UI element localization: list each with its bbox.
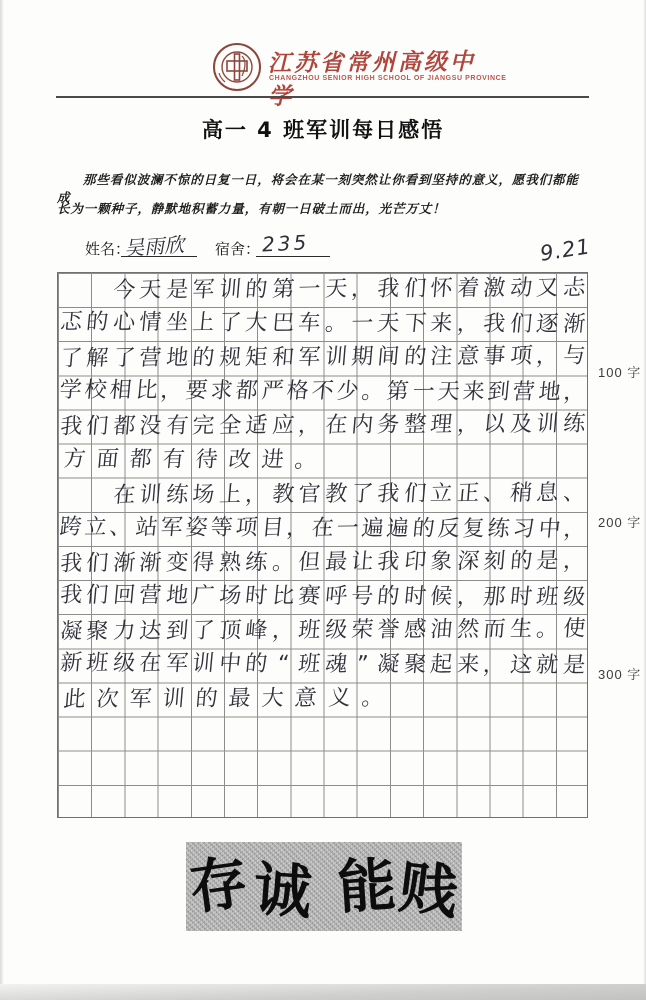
essay-character (422, 699, 455, 700)
essay-character: 上 (217, 481, 243, 508)
essay-character: 在 (138, 651, 163, 677)
essay-character: 进 (260, 447, 286, 473)
essay-character: 立 (83, 514, 108, 541)
essay-character: 都 (112, 414, 137, 440)
essay-character: 们 (403, 276, 428, 302)
essay-character: 下 (402, 311, 428, 337)
essay-character: 义 (327, 686, 352, 712)
essay-character: 练 (561, 411, 586, 438)
essay-character: 班 (297, 652, 322, 678)
essay-character: 比 (270, 583, 296, 610)
essay-character: 少 (335, 379, 360, 405)
essay-character: 心 (112, 310, 137, 336)
essay-character: ， (535, 343, 560, 370)
essay-character: 要 (184, 378, 209, 404)
essay-character: 荣 (350, 617, 375, 644)
essay-character: 凝 (59, 619, 84, 645)
essay-character: 象 (429, 549, 454, 575)
essay-character (84, 485, 112, 508)
essay-character: 第 (270, 277, 295, 303)
essay-character: 与 (561, 343, 586, 370)
essay-character: 站 (134, 514, 159, 541)
essay-character: 广 (191, 583, 216, 609)
essay-character: 注 (429, 344, 454, 370)
essay-character: 变 (165, 550, 190, 577)
essay-character: 渐 (112, 550, 137, 577)
essay-row (58, 374, 587, 410)
essay-character: 中 (537, 516, 562, 543)
essay-character: 地 (165, 345, 190, 372)
essay-character: 有 (161, 446, 186, 473)
essay-character: 跨 (58, 514, 83, 540)
essay-character: 地 (537, 380, 562, 406)
essay-character: 班 (297, 618, 322, 644)
essay-character: 。 (360, 685, 385, 712)
essay-character: 次 (95, 687, 120, 713)
essay-character: 逐 (535, 312, 560, 338)
essay-character: 了 (191, 618, 216, 645)
essay-character: 以 (482, 412, 507, 438)
essay-character: 遍 (385, 516, 411, 542)
header-divider (56, 96, 589, 98)
essay-character: 没 (138, 414, 163, 440)
essay-character: 都 (234, 378, 260, 405)
essay-character: ” (355, 652, 370, 678)
essay-character: 。 (293, 447, 319, 473)
essay-character: 内 (350, 413, 375, 439)
essay-character: 比 (134, 378, 159, 404)
essay-character: 们 (85, 550, 110, 577)
essay-character: 的 (244, 651, 269, 678)
essay-character: ， (270, 618, 295, 644)
essay-character: 誉 (376, 617, 401, 644)
essay-character: 目 (259, 515, 285, 541)
essay-character: 聚 (85, 619, 110, 645)
essay-character: 级 (323, 617, 348, 644)
essay-character: 了 (350, 481, 375, 507)
essay-character: 意 (456, 344, 481, 370)
dorm-handwritten-value: 235 (261, 230, 310, 257)
essay-character: 求 (209, 378, 234, 405)
essay-character: 习 (511, 516, 537, 542)
essay-character: 刻 (482, 548, 507, 575)
essay-character: 的 (191, 345, 216, 372)
scan-edge-bottom (0, 984, 646, 1000)
essay-character: 上 (191, 310, 216, 336)
essay-character: 在 (310, 515, 335, 542)
essay-character: 教 (270, 481, 295, 508)
essay-character: 聚 (402, 652, 428, 678)
essay-character (84, 280, 112, 303)
essay-character: 时 (402, 584, 428, 610)
essay-character: 了 (59, 346, 84, 372)
essay-character: 们 (85, 583, 110, 609)
essay-character: 级 (112, 651, 137, 677)
essay-character (57, 280, 85, 303)
essay-character: 时 (244, 583, 269, 609)
essay-character: 、 (482, 480, 507, 507)
essay-character: 练 (244, 550, 269, 576)
essay-character: 使 (561, 616, 586, 643)
essay-character: 场 (217, 583, 243, 609)
essay-character: 呼 (323, 584, 348, 610)
school-motto-calligraphy-stamp (186, 842, 462, 931)
essay-character: 的 (508, 548, 534, 575)
essay-character: 项 (508, 343, 534, 370)
essay-character: 得 (191, 550, 216, 576)
essay-character: 赛 (297, 583, 322, 610)
essay-character: 方 (62, 446, 87, 472)
essay-character: 事 (482, 344, 507, 370)
essay-character: 候 (429, 584, 454, 610)
essay-character: 练 (486, 516, 511, 542)
stamp-character: 诚 (251, 854, 315, 927)
essay-character: 训 (191, 651, 216, 677)
essay-character: 让 (350, 549, 375, 576)
essay-character: ， (482, 652, 507, 679)
essay-character: 到 (486, 380, 511, 406)
essay-character: 训 (217, 277, 243, 303)
essay-character: 着 (456, 276, 481, 302)
essay-character: 动 (508, 275, 534, 302)
essay-row (58, 340, 587, 377)
essay-character: 巴 (270, 310, 296, 337)
essay-character: ， (159, 378, 184, 404)
essay-character: 是 (561, 653, 587, 679)
essay-character: 军 (159, 515, 184, 541)
essay-character: 最 (227, 686, 252, 713)
essay-character (488, 698, 521, 699)
essay-character: 不 (310, 379, 335, 405)
essay-character: 、 (561, 480, 586, 506)
essay-row (58, 613, 587, 650)
essay-character: 应 (270, 413, 295, 439)
motto-line-1: 那些看似波澜不惊的日复一日，将会在某一刻突然让你看到坚持的意义，愿我们都能成 (57, 172, 579, 205)
essay-character: 印 (403, 549, 428, 575)
essay-row (58, 681, 587, 718)
essay-character: 魂 (323, 652, 348, 678)
essay-character: 就 (535, 653, 560, 679)
essay-row (58, 647, 587, 683)
essay-character: 第 (385, 379, 411, 405)
essay-character: 期 (350, 344, 375, 371)
essay-character: 是 (535, 548, 560, 575)
essay-character: 我 (376, 481, 401, 507)
essay-character: 及 (508, 412, 534, 438)
essay-character: 训 (535, 412, 560, 438)
essay-character: 营 (511, 380, 537, 406)
essay-character: 我 (59, 414, 84, 441)
essay-character: 学 (58, 378, 83, 404)
essay-character: 我 (59, 551, 84, 577)
essay-character: 在 (323, 413, 348, 439)
essay-character: 此 (62, 687, 87, 714)
essay-character: 级 (561, 585, 587, 611)
essay-character: 起 (429, 652, 454, 679)
essay-character: 到 (165, 618, 190, 645)
essay-character: 格 (285, 379, 310, 405)
essay-character: 间 (376, 344, 401, 371)
essay-character: 的 (411, 516, 436, 542)
essay-character (521, 698, 554, 699)
essay-character: 的 (194, 686, 219, 713)
essay-character: ， (562, 380, 587, 406)
name-label: 姓名： (85, 241, 131, 258)
essay-character: 感 (403, 617, 428, 644)
dorm-underline (256, 256, 330, 257)
essay-character: 们 (85, 414, 110, 440)
essay-character: 营 (138, 345, 163, 372)
essay-character: 军 (164, 651, 190, 677)
name-underline (121, 256, 197, 257)
essay-character: 但 (297, 549, 322, 576)
essay-character: 面 (95, 446, 120, 472)
essay-character: 时 (508, 584, 534, 611)
essay-character: 忑 (59, 309, 84, 336)
essay-character: 生 (508, 616, 534, 643)
essay-character: 有 (165, 414, 190, 440)
essay-character: 。 (360, 379, 386, 405)
essay-character: 峰 (244, 618, 269, 644)
essay-character: 最 (323, 549, 348, 576)
essay-character: 校 (83, 378, 108, 404)
essay-character: 忐 (561, 275, 586, 301)
essay-row (58, 476, 587, 513)
essay-row (58, 272, 587, 309)
essay-character: 中 (217, 651, 243, 678)
essay-character: 这 (508, 653, 534, 679)
essay-character: 军 (128, 687, 153, 713)
essay-character: 力 (112, 619, 137, 645)
essay-character: 天 (138, 277, 163, 304)
essay-character: 。 (270, 549, 295, 576)
essay-character: 一 (297, 276, 322, 303)
essay-character: 矩 (244, 345, 269, 371)
essay-character: 解 (85, 346, 110, 372)
scan-edge-left (0, 0, 4, 1000)
essay-character: ， (244, 481, 269, 508)
essay-character: 地 (164, 583, 190, 609)
essay-character: 新 (59, 651, 84, 677)
essay-character (554, 698, 587, 699)
essay-row (58, 545, 587, 582)
essay-character: 待 (194, 446, 219, 473)
essay-character: 军 (297, 345, 322, 371)
essay-character: 天 (376, 311, 401, 337)
essay-character: “ (276, 652, 290, 678)
essay-character: 遍 (360, 515, 386, 542)
essay-character: 怀 (429, 276, 454, 302)
essay-character: 训 (161, 687, 186, 713)
essay-character: 教 (323, 481, 348, 507)
essay-character: 一 (411, 379, 436, 405)
essay-character: 天 (323, 276, 348, 303)
essay-character: 油 (429, 617, 454, 643)
essay-character: 整 (403, 412, 428, 439)
name-handwritten-value: 吴雨欣 (123, 232, 185, 261)
essay-character: 军 (191, 277, 216, 303)
stamp-character: 贱 (395, 852, 462, 927)
essay-character: 一 (335, 515, 360, 542)
essay-character: 。 (323, 311, 348, 337)
essay-character: ， (455, 584, 481, 610)
essay-character: 们 (508, 311, 534, 338)
essay-character: 和 (270, 345, 295, 371)
essay-character (57, 485, 85, 508)
essay-character: 、 (108, 514, 134, 541)
essay-character: 我 (376, 276, 401, 302)
essay-character: 稍 (508, 480, 534, 506)
essay-character: 天 (436, 379, 461, 406)
essay-character: 凝 (376, 652, 401, 678)
essay-character: 完 (191, 413, 216, 440)
essay-character: 来 (461, 379, 486, 406)
essay-character: 渐 (561, 312, 587, 338)
dorm-label: 宿舍： (215, 241, 261, 258)
essay-character: 都 (128, 446, 153, 472)
essay-character: 。 (535, 616, 560, 643)
essay-character: 息 (535, 480, 560, 506)
essay-character: 改 (227, 447, 253, 473)
essay-character: 复 (461, 516, 486, 542)
essay-grid (57, 272, 588, 818)
page-title: 高一 4 班军训每日感悟 (201, 118, 445, 142)
essay-character: 来 (455, 652, 481, 679)
essay-character: 号 (350, 584, 375, 610)
essay-character: 了 (217, 310, 243, 336)
word-count-marker-200: 200 字 (598, 515, 642, 530)
essay-character: 营 (138, 583, 163, 609)
essay-character: 是 (165, 277, 190, 304)
essay-character: 然 (456, 617, 481, 643)
essay-character: ， (350, 276, 375, 303)
school-name-chinese: 江苏省常州高级中学 (267, 49, 476, 111)
school-seal-icon (212, 42, 262, 92)
essay-character: ， (455, 311, 481, 337)
essay-character: 的 (85, 310, 110, 336)
essay-character: 一 (350, 311, 375, 337)
essay-character: 的 (403, 344, 428, 371)
essay-character: 练 (165, 482, 190, 508)
essay-character: 立 (429, 480, 454, 507)
essay-character: 理 (429, 412, 454, 439)
essay-character: 规 (217, 345, 243, 372)
essay-character: ， (562, 516, 587, 543)
essay-row (58, 511, 587, 547)
essay-character: ， (561, 548, 586, 574)
essay-character: 相 (108, 378, 134, 404)
essay-character: 坐 (164, 310, 190, 336)
essay-character: 官 (297, 481, 322, 508)
essay-character: 全 (217, 413, 243, 440)
motto-line-2: 长为一颗种子，静默地积蓄力量，有朝一日破土而出，光芒万丈！ (57, 201, 446, 216)
essay-row (58, 306, 587, 342)
essay-character (389, 699, 422, 700)
essay-character: 项 (234, 515, 260, 541)
essay-character: 意 (293, 686, 319, 712)
essay-character: 又 (535, 275, 560, 302)
essay-row (58, 579, 587, 615)
essay-character (455, 698, 488, 699)
essay-character: 大 (260, 686, 285, 712)
essay-character: ， (285, 515, 310, 541)
essay-character: 班 (535, 584, 560, 611)
essay-character: ， (297, 413, 322, 439)
essay-character: 的 (376, 584, 401, 610)
essay-character: 姿 (184, 515, 209, 541)
essay-character: 激 (482, 275, 507, 302)
essay-character: 严 (259, 379, 285, 405)
essay-character: 等 (209, 515, 234, 541)
essay-character: 回 (112, 583, 137, 609)
essay-character: 我 (376, 549, 401, 575)
word-count-marker-100: 100 字 (598, 365, 642, 380)
date-handwritten: 9.21 (538, 234, 593, 266)
essay-character: 我 (59, 582, 84, 609)
word-count-marker-300: 300 字 (598, 667, 642, 682)
essay-character: 我 (482, 311, 507, 338)
essay-character: 而 (482, 617, 507, 643)
essay-character: 适 (244, 413, 269, 440)
stamp-character: 存 (185, 846, 253, 923)
essay-character: 训 (138, 482, 163, 508)
essay-character: 情 (138, 310, 163, 336)
essay-character: 大 (244, 310, 269, 337)
essay-character: 车 (297, 310, 322, 337)
essay-character: 们 (403, 481, 428, 507)
essay-character: 渐 (138, 550, 163, 577)
essay-character: 深 (456, 548, 481, 575)
essay-row (58, 408, 587, 445)
stamp-character: 能 (335, 849, 399, 922)
essay-character: 反 (436, 516, 461, 542)
essay-character: 熟 (217, 550, 243, 576)
essay-character: 达 (138, 618, 163, 645)
essay-row (58, 442, 587, 478)
essay-character: 正 (456, 480, 481, 507)
essay-character: 务 (376, 412, 401, 439)
essay-character: 顶 (217, 618, 243, 644)
essay-character: 在 (112, 482, 137, 509)
essay-character: 训 (323, 344, 348, 371)
school-name-english: CHANGZHOU SENIOR HIGH SCHOOL OF JIANGSU PROVINCE (269, 75, 507, 82)
essay-character: 那 (482, 584, 507, 611)
essay-character: 来 (429, 311, 454, 337)
essay-character: 班 (85, 651, 110, 677)
essay-character: 的 (244, 277, 269, 303)
essay-character: 了 (112, 346, 137, 372)
essay-character: ， (456, 412, 481, 439)
essay-character: 今 (112, 277, 137, 304)
essay-character: 场 (191, 482, 216, 508)
